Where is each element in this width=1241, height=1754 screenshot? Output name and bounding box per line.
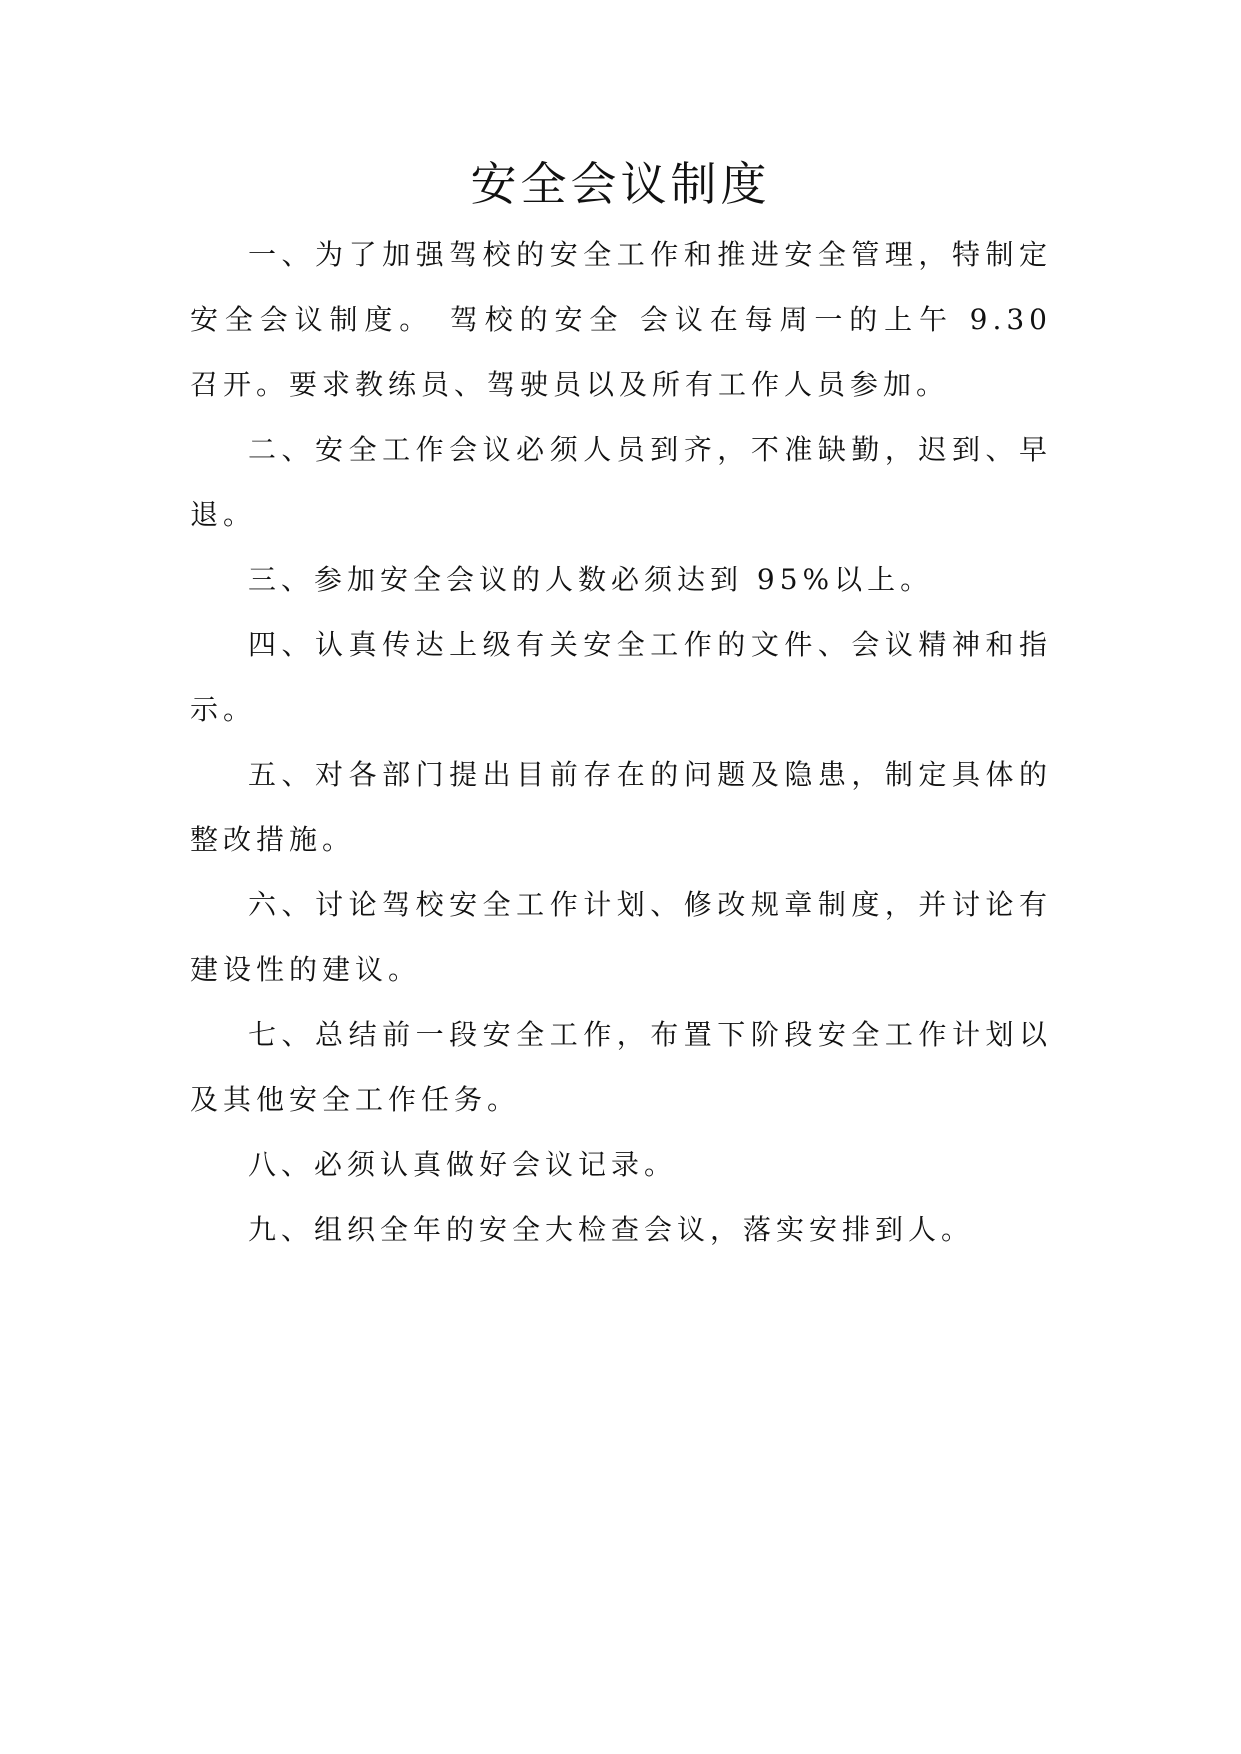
document-body <box>190 222 1052 1262</box>
paragraph-3: 三、参加安全会议的人数必须达到 95%以上。 <box>248 563 934 596</box>
paragraph-7: 七、总结前一段安全工作，布置下阶段安全工作计划以及其他安全工作任务。 <box>190 1018 1052 1116</box>
paragraph-2: 二、安全工作会议必须人员到齐，不准缺勤，迟到、早退。 <box>190 433 1052 531</box>
paragraph-5: 五、对各部门提出目前存在的问题及隐患，制定具体的整改措施。 <box>190 758 1052 856</box>
paragraph-1: 一、为了加强驾校的安全工作和推进安全管理，特制定安全会议制度。 驾校的安全 会议在每周一的上午 9.30 召开。要求教练员、驾驶员以及所有工作人员参加。 <box>190 238 1052 401</box>
paragraph-6: 六、讨论驾校安全工作计划、修改规章制度，并讨论有建设性的建议。 <box>190 888 1052 986</box>
document-title: 安全会议制度 <box>470 157 771 211</box>
paragraph-9: 九、组织全年的安全大检查会议，落实安排到人。 <box>248 1213 975 1246</box>
paragraph-8: 八、必须认真做好会议记录。 <box>248 1148 678 1181</box>
paragraph-4: 四、认真传达上级有关安全工作的文件、会议精神和指示。 <box>190 628 1052 726</box>
